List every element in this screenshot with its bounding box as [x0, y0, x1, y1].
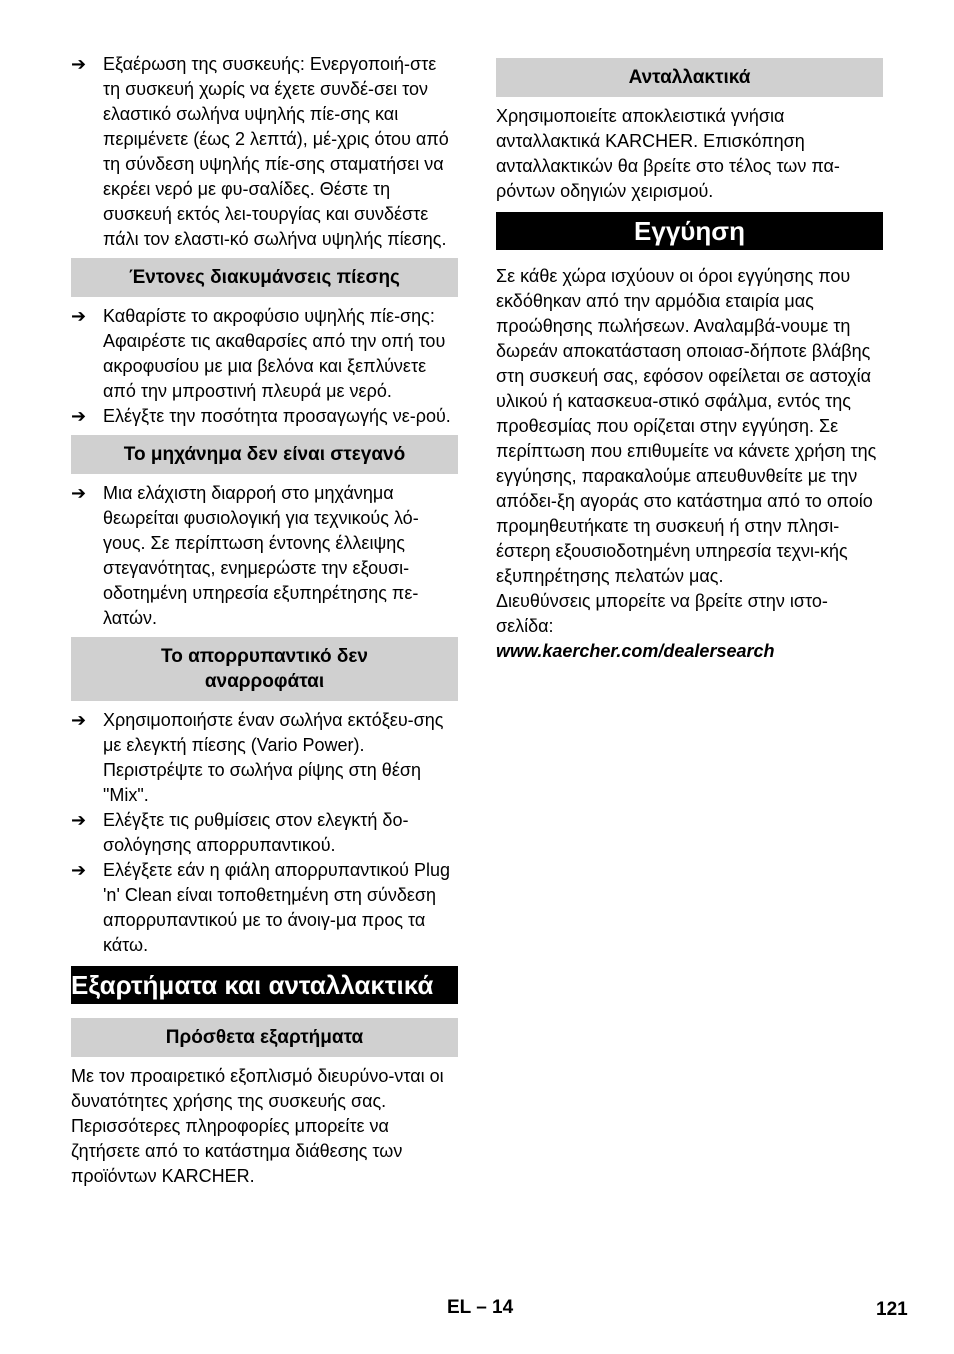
section-heading: Έντονες διακυμάνσεις πίεσης [71, 258, 458, 297]
arrow-right-icon: ➔ [71, 483, 87, 503]
chapter-heading: Εξαρτήματα και ανταλλακτικά [71, 966, 458, 1004]
footer-language-page: EL – 14 [447, 1297, 514, 1318]
section-heading: Πρόσθετα εξαρτήματα [71, 1018, 458, 1057]
arrow-right-icon: ➔ [71, 406, 87, 426]
arrow-right-icon: ➔ [71, 810, 87, 830]
bullet-item [71, 52, 458, 252]
paragraph: Με τον προαιρετικό εξοπλισμό διευρύνο-νται οι δυνατότητες χρήσης της συσκευής σας. Περισσότερες πληροφορίες μπορείτε να ζητήσετε από το κατάστημα διάθεσης των προϊόντων KARCHER. [71, 1066, 444, 1186]
bullet-text: Καθαρίστε το ακροφύσιο υψηλής πίε-σης: Αφαιρέστε τις ακαθαρσίες από την οπή του ακροφυσίου με μια βελόνα και ξεπλύνετε από την μπροστινή πλευρά με νερό. [103, 306, 446, 401]
arrow-right-icon: ➔ [71, 306, 87, 326]
paragraph: Σε κάθε χώρα ισχύουν οι όροι εγγύησης που εκδόθηκαν από την αρμόδια εταιρία μας προώθησης πωλήσεων. Αναλαμβά-νουμε τη δωρεάν αποκατάσταση οποιασ-δήποτε βλάβης στη συσκευή σας, εφόσον οφείλεται σε αστοχία υλικού ή κατασκευα-στικό σφάλμα, εντός της προθεσμίας που ορίζεται στην εγγύηση. Σε περίπτωση που επιθυμείτε να κάνετε χρήση της εγγύησης, παρακαλούμε απευθυνθείτε με την απόδει-ξη αγοράς στο κατάστημα από το οποίο προμηθευτήκατε τη συσκευή ή στην πλησι-έστερη εξουσιοδοτημένη υπηρεσία τεχνι-κής εξυπηρέτησης πελατών μας. [496, 266, 877, 586]
bullet-item [71, 808, 458, 858]
paragraph: Διευθύνσεις μπορείτε να βρείτε στην ιστο-σελίδα: [496, 591, 828, 636]
chapter-heading: Εγγύηση [496, 212, 883, 250]
section-heading-line: αναρροφάται [204, 671, 325, 692]
bullet-text: Χρησιμοποιήστε έναν σωλήνα εκτόξευ-σης με ελεγκτή πίεσης (Vario Power). Περιστρέψτε το σωλήνα ρίψης στη θέση "Mix". [103, 710, 444, 805]
footer-page-number: 121 [876, 1299, 908, 1320]
section-heading-line: Το απορρυπαντικό δεν [161, 646, 368, 667]
left-column [71, 52, 458, 1189]
section-heading [71, 637, 458, 701]
section-heading: Το μηχάνημα δεν είναι στεγανό [71, 435, 458, 474]
bullet-item [71, 708, 458, 808]
arrow-right-icon: ➔ [71, 860, 87, 880]
arrow-right-icon: ➔ [71, 710, 87, 730]
bullet-text: Ελέγξετε εάν η φιάλη απορρυπαντικού Plug 'n' Clean είναι τοποθετημένη στη σύνδεση απορρυπαντικού με το άνοιγ-μα προς τα κάτω. [103, 860, 451, 955]
bullet-item [71, 858, 458, 958]
bullet-text: Μια ελάχιστη διαρροή στο μηχάνημα θεωρείται φυσιολογική για τεχνικούς λό-γους. Σε περίπτωση έντονης έλλειψης στεγανότητας, ενημερώστε την εξουσι-οδοτημένη υπηρεσία εξυπηρέτησης πε-λατών. [103, 483, 419, 628]
section-heading: Ανταλλακτικά [496, 58, 883, 97]
bullet-text: Ελέγξτε την ποσότητα προσαγωγής νε-ρού. [103, 406, 451, 426]
bullet-item [71, 304, 458, 404]
bullet-text: Εξαέρωση της συσκευής: Ενεργοποιή-στε τη συσκευή χωρίς να έχετε συνδέ-σει τον ελαστικό σωλήνα υψηλής πίε-σης και περιμένετε (έως 2 λεπτά), μέ-χρις ότου από τη σύνδεση υψηλής πίε-σης σταματήσει να εκρέει νερό με φυ-σαλίδες. Θέστε τη συσκευή εκτός λει-τουργίας και συνδέστε πάλι τον ελαστι-κό σωλήνα υψηλής πίεσης. [103, 54, 449, 249]
bullet-item [71, 481, 458, 631]
bullet-text: Ελέγξτε τις ρυθμίσεις στον ελεγκτή δο-σολόγησης απορρυπαντικού. [103, 810, 409, 855]
bullet-item [71, 404, 458, 429]
dealer-search-link[interactable]: www.kaercher.com/dealersearch [496, 641, 775, 661]
arrow-right-icon: ➔ [71, 54, 87, 74]
right-column [496, 52, 883, 664]
paragraph: Χρησιμοποιείτε αποκλειστικά γνήσια ανταλλακτικά KARCHER. Επισκόπηση ανταλλακτικών θα βρείτε στο τέλος των πα-ρόντων οδηγιών χειρισμού. [496, 106, 840, 201]
